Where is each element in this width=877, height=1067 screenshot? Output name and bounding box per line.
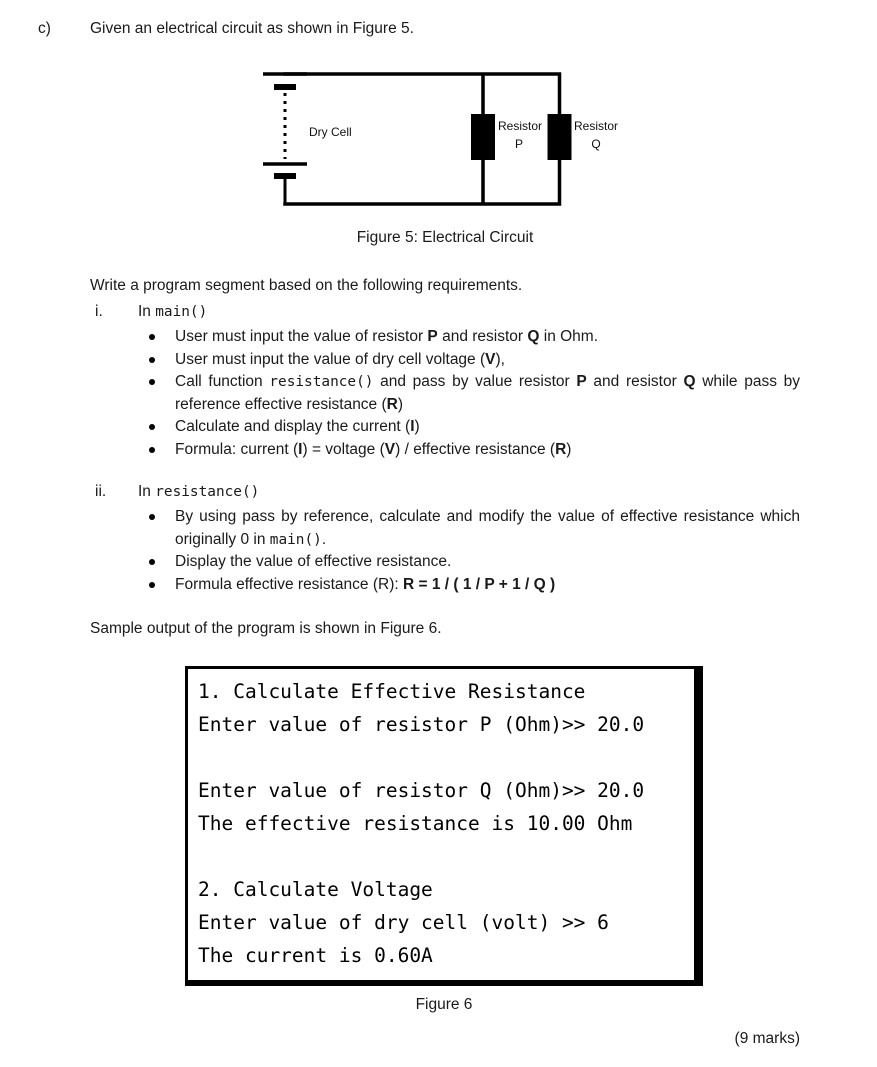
question-header <box>38 18 837 40</box>
console-line: The effective resistance is 10.00 Ohm <box>198 812 633 835</box>
figure5-circuit <box>255 64 635 221</box>
section-number: i. <box>95 303 103 320</box>
requirement-bullet: By using pass by reference, calculate and modify the value of effective resistance which originally 0 in main(). <box>147 506 800 551</box>
section-number: ii. <box>95 483 107 500</box>
console-line: 1. Calculate Effective Resistance <box>198 680 586 703</box>
section-heading: In resistance() <box>138 483 260 500</box>
section-heading: In main() <box>138 303 208 320</box>
requirement-section-ii <box>90 481 837 596</box>
requirement-bullet: User must input the value of resistor P and resistor Q in Ohm. <box>147 326 800 349</box>
resistor-p-letter: P <box>514 137 524 151</box>
console-line: Enter value of resistor P (Ohm)>> 20.0 <box>198 713 645 736</box>
requirement-bullet: Calculate and display the current (I) <box>147 416 800 439</box>
console-line: 2. Calculate Voltage <box>198 878 433 901</box>
question-body <box>90 64 837 1050</box>
console-line: Enter value of dry cell (volt) >> 6 <box>198 911 609 934</box>
resistor-q-letter: Q <box>591 137 601 151</box>
sample-output-intro: Sample output of the program is shown in Figure 6. <box>90 620 442 637</box>
requirement-section-i <box>90 301 837 461</box>
figure6-console-output <box>185 666 703 986</box>
dry-cell-label: Dry Cell <box>309 125 352 139</box>
resistor-p-symbol <box>471 114 495 160</box>
requirement-bullet: Display the value of effective resistance. <box>147 551 800 574</box>
circuit-diagram <box>255 64 635 214</box>
requirement-list-i <box>147 326 800 461</box>
console-line <box>198 741 688 774</box>
console-line: The current is 0.60A <box>198 944 433 967</box>
section-ii-heading-row <box>90 481 837 503</box>
console-line: Enter value of resistor Q (Ohm)>> 20.0 <box>198 779 645 802</box>
figure5-caption: Figure 5: Electrical Circuit <box>356 229 534 246</box>
marks-label: (9 marks) <box>734 1030 800 1047</box>
figure6-caption: Figure 6 <box>415 996 473 1013</box>
resistor-q-label: Resistor <box>574 119 619 133</box>
requirement-bullet: Formula effective resistance (R): R = 1 / ( 1 / P + 1 / Q ) <box>147 574 800 597</box>
requirements-intro: Write a program segment based on the following requirements. <box>90 277 523 294</box>
section-i-heading-row <box>90 301 837 323</box>
part-label: c) <box>38 20 51 37</box>
requirement-list-ii <box>147 506 800 596</box>
battery-symbol <box>263 74 307 204</box>
question-intro-text: Given an electrical circuit as shown in Figure 5. <box>90 20 414 37</box>
console-line <box>198 840 688 873</box>
resistor-q-symbol <box>548 114 572 160</box>
requirement-bullet: Formula: current (I) = voltage (V) / effective resistance (R) <box>147 439 800 462</box>
requirement-bullet: Call function resistance() and pass by value resistor P and resistor Q while pass by reference effective resistance (R) <box>147 371 800 416</box>
resistor-p-label: Resistor <box>498 119 543 133</box>
requirement-bullet: User must input the value of dry cell voltage (V), <box>147 349 800 372</box>
